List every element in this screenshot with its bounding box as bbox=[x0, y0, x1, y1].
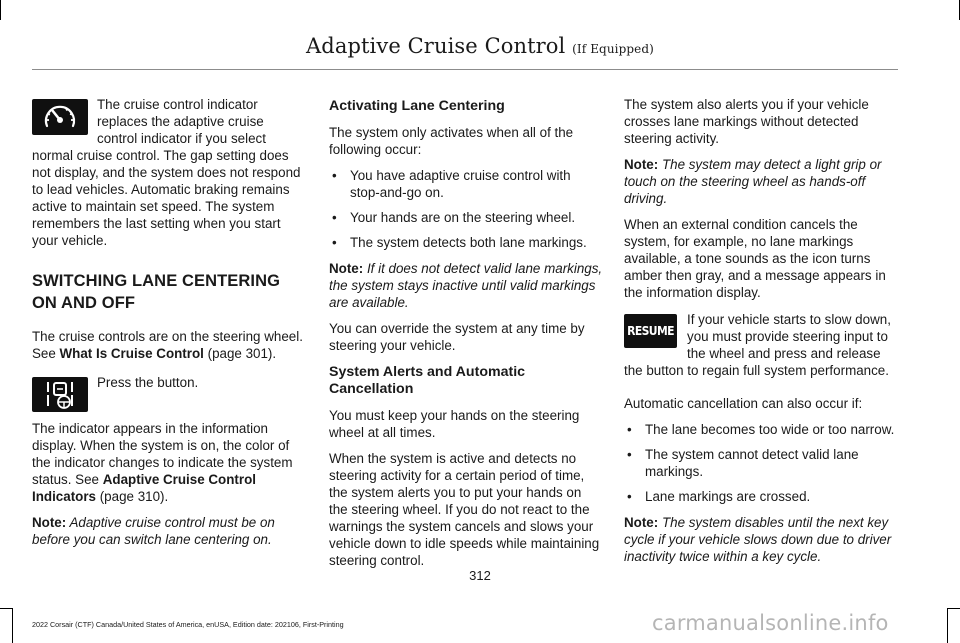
alert-paragraph: When the system is active and detects no steering activity for a certain period of time, the system alerts you to put your hands on the steering wheel. If you do not react to the warnings the system cancels and slows your vehicle down to idle speeds while maintaining steering control. bbox=[329, 451, 600, 568]
auto-cancel-intro: Automatic cancellation can also occur if: bbox=[624, 396, 863, 411]
note-text: The system may detect a light grip or touch on the steering wheel as hands-off driving. bbox=[624, 157, 882, 206]
crop-mark bbox=[12, 608, 13, 643]
indicator-paragraph bbox=[32, 420, 307, 505]
page-number: 312 bbox=[469, 568, 491, 583]
section-heading-activating: Activating Lane Centering bbox=[329, 98, 505, 114]
page-ref: (page 301). bbox=[203, 346, 277, 361]
list-item: • Lane markings are crossed. bbox=[624, 488, 897, 505]
indicator-text: The indicator appears in the information display. When the system is on, the color of the indicator changes to indicate the system status. See bbox=[32, 421, 293, 487]
note-label: Note: bbox=[329, 261, 364, 276]
override-paragraph: You can override the system at any time by steering your vehicle. bbox=[329, 321, 585, 353]
resume-paragraph bbox=[624, 311, 897, 379]
note-text: If it does not detect valid lane markings, the system stays inactive until valid markings are available. bbox=[329, 261, 603, 310]
edition-footer: 2022 Corsair (CTF) Canada/United States of America, enUSA, Edition date: 202106, First-Printing bbox=[32, 620, 344, 629]
note-paragraph bbox=[624, 156, 897, 207]
section-heading-alerts: System Alerts and Automatic Cancellation bbox=[329, 364, 526, 397]
column-left bbox=[32, 96, 307, 557]
cruise-controls-text: The cruise controls are on the steering wheel. See bbox=[32, 329, 303, 361]
crop-mark bbox=[948, 608, 960, 609]
note-paragraph bbox=[624, 514, 897, 565]
page-title-main: Adaptive Cruise Control bbox=[306, 34, 566, 58]
list-item: • The system detects both lane markings. bbox=[329, 234, 603, 251]
lane-centering-icon bbox=[32, 377, 88, 412]
hands-on-paragraph: You must keep your hands on the steering wheel at all times. bbox=[329, 408, 580, 440]
note-paragraph bbox=[329, 260, 603, 311]
note-paragraph bbox=[32, 514, 307, 548]
resume-text: If your vehicle starts to slow down, you must provide steering input to the wheel and press and release the button to regain full system performance. bbox=[624, 312, 891, 378]
crop-mark bbox=[0, 0, 1, 20]
list-item: • The lane becomes too wide or too narrow. bbox=[624, 421, 897, 438]
page-title-subtitle: (If Equipped) bbox=[572, 42, 654, 56]
cross-reference-what-is-cruise[interactable]: What Is Cruise Control bbox=[59, 346, 204, 361]
crop-mark bbox=[947, 608, 948, 643]
note-text: Adaptive cruise control must be on before you can switch lane centering on. bbox=[32, 515, 275, 547]
section-heading-switching: SWITCHING LANE CENTERING ON AND OFF bbox=[32, 272, 281, 312]
list-item: • The system cannot detect valid lane markings. bbox=[624, 446, 897, 480]
list-item: • You have adaptive cruise control with stop-and-go on. bbox=[329, 167, 603, 201]
header-rule bbox=[32, 69, 898, 70]
resume-button-label: RESUME bbox=[627, 323, 674, 338]
note-label: Note: bbox=[624, 515, 659, 530]
note-label: Note: bbox=[32, 515, 67, 530]
resume-button-icon bbox=[624, 314, 677, 348]
cruise-control-gauge-icon bbox=[32, 99, 88, 135]
watermark: carmanualsonline.info bbox=[652, 611, 889, 635]
page-ref: (page 310). bbox=[96, 489, 169, 504]
cruise-controls-paragraph bbox=[32, 328, 307, 362]
page-title bbox=[0, 34, 960, 58]
auto-cancel-list bbox=[624, 421, 897, 505]
crop-mark bbox=[0, 608, 12, 609]
cruise-indicator-paragraph bbox=[32, 96, 307, 249]
cross-reference-acc-indicators[interactable]: Adaptive Cruise Control Indicators bbox=[32, 472, 256, 504]
list-item: • Your hands are on the steering wheel. bbox=[329, 209, 603, 226]
press-button-paragraph bbox=[32, 374, 307, 391]
activation-intro: The system only activates when all of the following occur: bbox=[329, 125, 574, 157]
note-text: The system disables until the next key cycle if your vehicle slows down due to driver inactivity twice within a key cycle. bbox=[624, 515, 892, 564]
lane-crossing-paragraph: The system also alerts you if your vehicle crosses lane markings without detected steering activity. bbox=[624, 97, 869, 146]
column-middle bbox=[329, 96, 603, 578]
activation-conditions-list bbox=[329, 167, 603, 251]
cruise-indicator-text: The cruise control indicator replaces the adaptive cruise control indicator if you select normal cruise control. The gap setting does not display, and the system does not respond to lead vehicles. Automatic braking remains active to maintain set speed. The system remembers the last setting when you start your vehicle. bbox=[32, 97, 301, 248]
column-right bbox=[624, 96, 897, 574]
note-label: Note: bbox=[624, 157, 659, 172]
press-button-text: Press the button. bbox=[97, 375, 199, 390]
external-cancel-paragraph: When an external condition cancels the system, for example, no lane markings available, a tone sounds as the icon turns amber then gray, and a message appears in the information display. bbox=[624, 217, 886, 300]
